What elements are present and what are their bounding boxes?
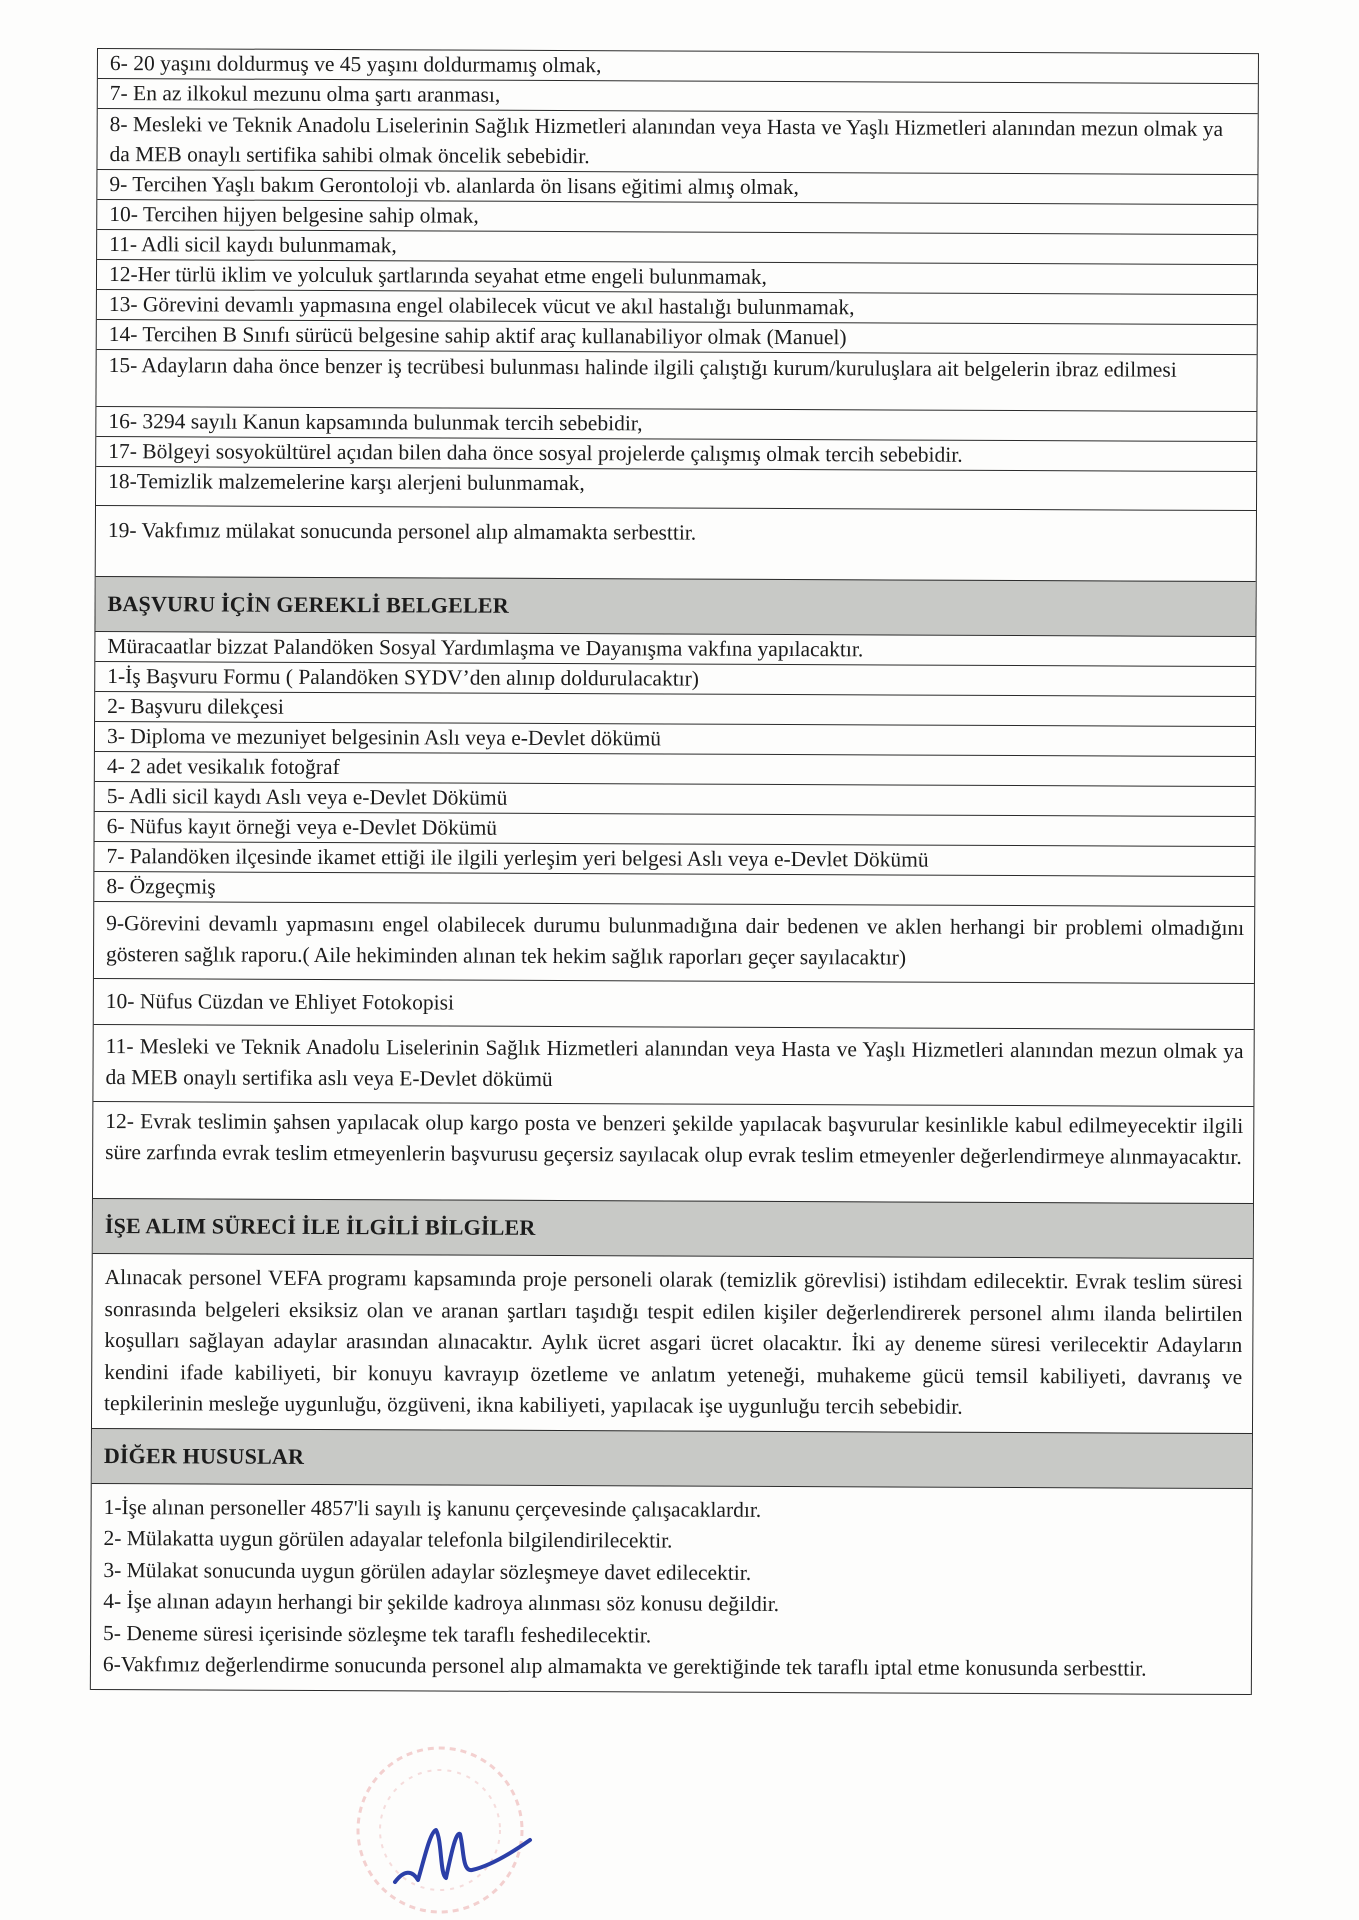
requirement-item: 16- 3294 sayılı Kanun kapsamında bulunmak tercih sebebidir, [96, 406, 1256, 441]
requirement-item: 10- Tercihen hijyen belgesine sahip olmak, [97, 199, 1257, 234]
job-posting-document [90, 48, 1259, 1695]
other-matters-item: 2- Mülakatta uygun görülen adayalar telefonla bilgilendirilecektir. [103, 1526, 673, 1553]
document-item: 10- Nüfus Cüzdan ve Ehliyet Fotokopisi [94, 978, 1254, 1029]
requirement-item: 19- Vakfımız mülakat sonucunda personel alıp almamakta serbesttir. [96, 505, 1256, 581]
document-item: 2- Başvuru dilekçesi [95, 691, 1255, 726]
other-matters-item: 3- Mülakat sonucunda uygun görülen adaylar sözleşmeye davet edilecektir. [103, 1557, 752, 1585]
requirement-item: 7- En az ilkokul mezunu olma şartı aranması, [98, 78, 1258, 113]
requirement-item: 17- Bölgeyi sosyokültürel açıdan bilen daha önce sosyal projelerde çalışmış olmak tercih sebebidir. [96, 436, 1256, 471]
requirement-item: 15- Adayların daha önce benzer iş tecrübesi bulunması halinde ilgili çalıştığı kurum/kuruluşlara ait belgelerin ibraz edilmesi [96, 349, 1256, 411]
section-header-other-matters: DİĞER HUSUSLAR [92, 1427, 1252, 1487]
requirement-item: 18-Temizlik malzemelerine karşı alerjeni bulunmamak, [96, 466, 1256, 510]
requirement-item: 14- Tercihen B Sınıfı sürücü belgesine sahip aktif araç kullanabiliyor olmak (Manuel) [97, 319, 1257, 354]
document-item: 9-Görevini devamlı yapmasını engel olabilecek durumu bulunmadığına dair bedenen ve aklen herhangi bir problemi olmadığını gösteren sağlık raporu.( Aile hekiminden alınan tek hekim sağlık raporları geçer sayılacaktır) [94, 901, 1254, 983]
hiring-process-text: Alınacak personel VEFA programı kapsamında proje personeli olarak (temizlik görevlisi) istihdam edilecektir. Evrak teslim süresi sonrasında belgeleri eksiksiz olan ve aranan şartları taşıdığı tespit edilen kişiler değerlendirerek personel alımı ilanda belirtilen koşulları sağlayan adaylar arasından alınacaktır. Aylık ücret asgari ücret olacaktır. İki ay deneme süresi verilecektir Adayların kendini ifade kabiliyeti, bir konuyu kavrayıp özetleme ve anlatım yeteneği, muhakeme gücü temsil kabiliyeti, davranış ve tepkilerinin mesleğe uygunluğu, özgüveni, ikna kabiliyeti, yapılacak işe uygunluğu tercih sebebidir. [92, 1253, 1253, 1433]
document-item: 12- Evrak teslimin şahsen yapılacak olup kargo posta ve benzeri şekilde yapılacak başvurular kesinlikle kabul edilmeyecektir ilgili süre zarfında evrak teslim etmeyenlerin başvurusu geçersiz sayılacak olup evrak teslim etmeyenler değerlendirmeye alınmayacaktır. [93, 1101, 1253, 1203]
requirement-item: 11- Adli sicil kaydı bulunmamak, [97, 229, 1257, 264]
section-header-hiring-process: İŞE ALIM SÜRECİ İLE İLGİLİ BİLGİLER [93, 1198, 1253, 1258]
requirement-item: 8- Mesleki ve Teknik Anadolu Liselerinin Sağlık Hizmetleri alanından veya Hasta ve Yaşlı Hizmetleri alanından mezun olmak ya da MEB onaylı sertifika sahibi olmak öncelik sebebidir. [97, 108, 1257, 174]
other-matters-item: 1-İşe alınan personeller 4857'li sayılı iş kanunu çerçevesinde çalışacaklardır. [103, 1494, 762, 1522]
document-item: 7- Palandöken ilçesinde ikamet ettiği ile ilgili yerleşim yeri belgesi Aslı veya e-Devlet Dökümü [94, 841, 1254, 876]
document-item: 1-İş Başvuru Formu ( Palandöken SYDV’den alınıp doldurulacaktır) [95, 661, 1255, 696]
document-item: 5- Adli sicil kaydı Aslı veya e-Devlet Dökümü [95, 781, 1255, 816]
document-item: 3- Diploma ve mezuniyet belgesinin Aslı veya e-Devlet dökümü [95, 721, 1255, 756]
document-item: 6- Nüfus kayıt örneği veya e-Devlet Dökümü [95, 811, 1255, 846]
document-item: 8- Özgeçmiş [94, 871, 1254, 906]
documents-intro: Müracaatlar bizzat Palandöken Sosyal Yardımlaşma ve Dayanışma vakfına yapılacaktır. [95, 631, 1255, 666]
section-header-documents: BAŞVURU İÇİN GEREKLİ BELGELER [95, 576, 1255, 636]
requirement-item: 9- Tercihen Yaşlı bakım Gerontoloji vb. alanlarda ön lisans eğitimi almış olmak, [97, 169, 1257, 204]
official-stamp-icon [330, 1700, 570, 1920]
document-item: 4- 2 adet vesikalık fotoğraf [95, 751, 1255, 786]
requirement-item: 13- Görevini devamlı yapmasına engel olabilecek vücut ve akıl hastalığı bulunmamak, [97, 289, 1257, 324]
signature-icon [390, 1820, 550, 1900]
other-matters-item: 5- Deneme süresi içerisinde sözleşme tek taraflı feshedilecektir. [103, 1620, 652, 1647]
requirement-item: 12-Her türlü iklim ve yolculuk şartlarında seyahat etme engeli bulunmamak, [97, 259, 1257, 294]
other-matters-item: 6-Vakfımız değerlendirme sonucunda personel alıp almamakta ve gerektiğinde tek taraflı iptal etme konusunda serbesttir. [102, 1652, 1147, 1681]
other-matters-list [91, 1482, 1252, 1694]
requirement-item: 6- 20 yaşını doldurmuş ve 45 yaşını doldurmamış olmak, [98, 48, 1258, 83]
document-item: 11- Mesleki ve Teknik Anadolu Liselerinin Sağlık Hizmetleri alanından veya Hasta ve Yaşlı Hizmetleri alanından mezun olmak ya da MEB onaylı sertifika aslı veya E-Devlet dökümü [93, 1024, 1253, 1106]
other-matters-item: 4- İşe alınan adayın herhangi bir şekilde kadroya alınması söz konusu değildir. [103, 1589, 780, 1616]
